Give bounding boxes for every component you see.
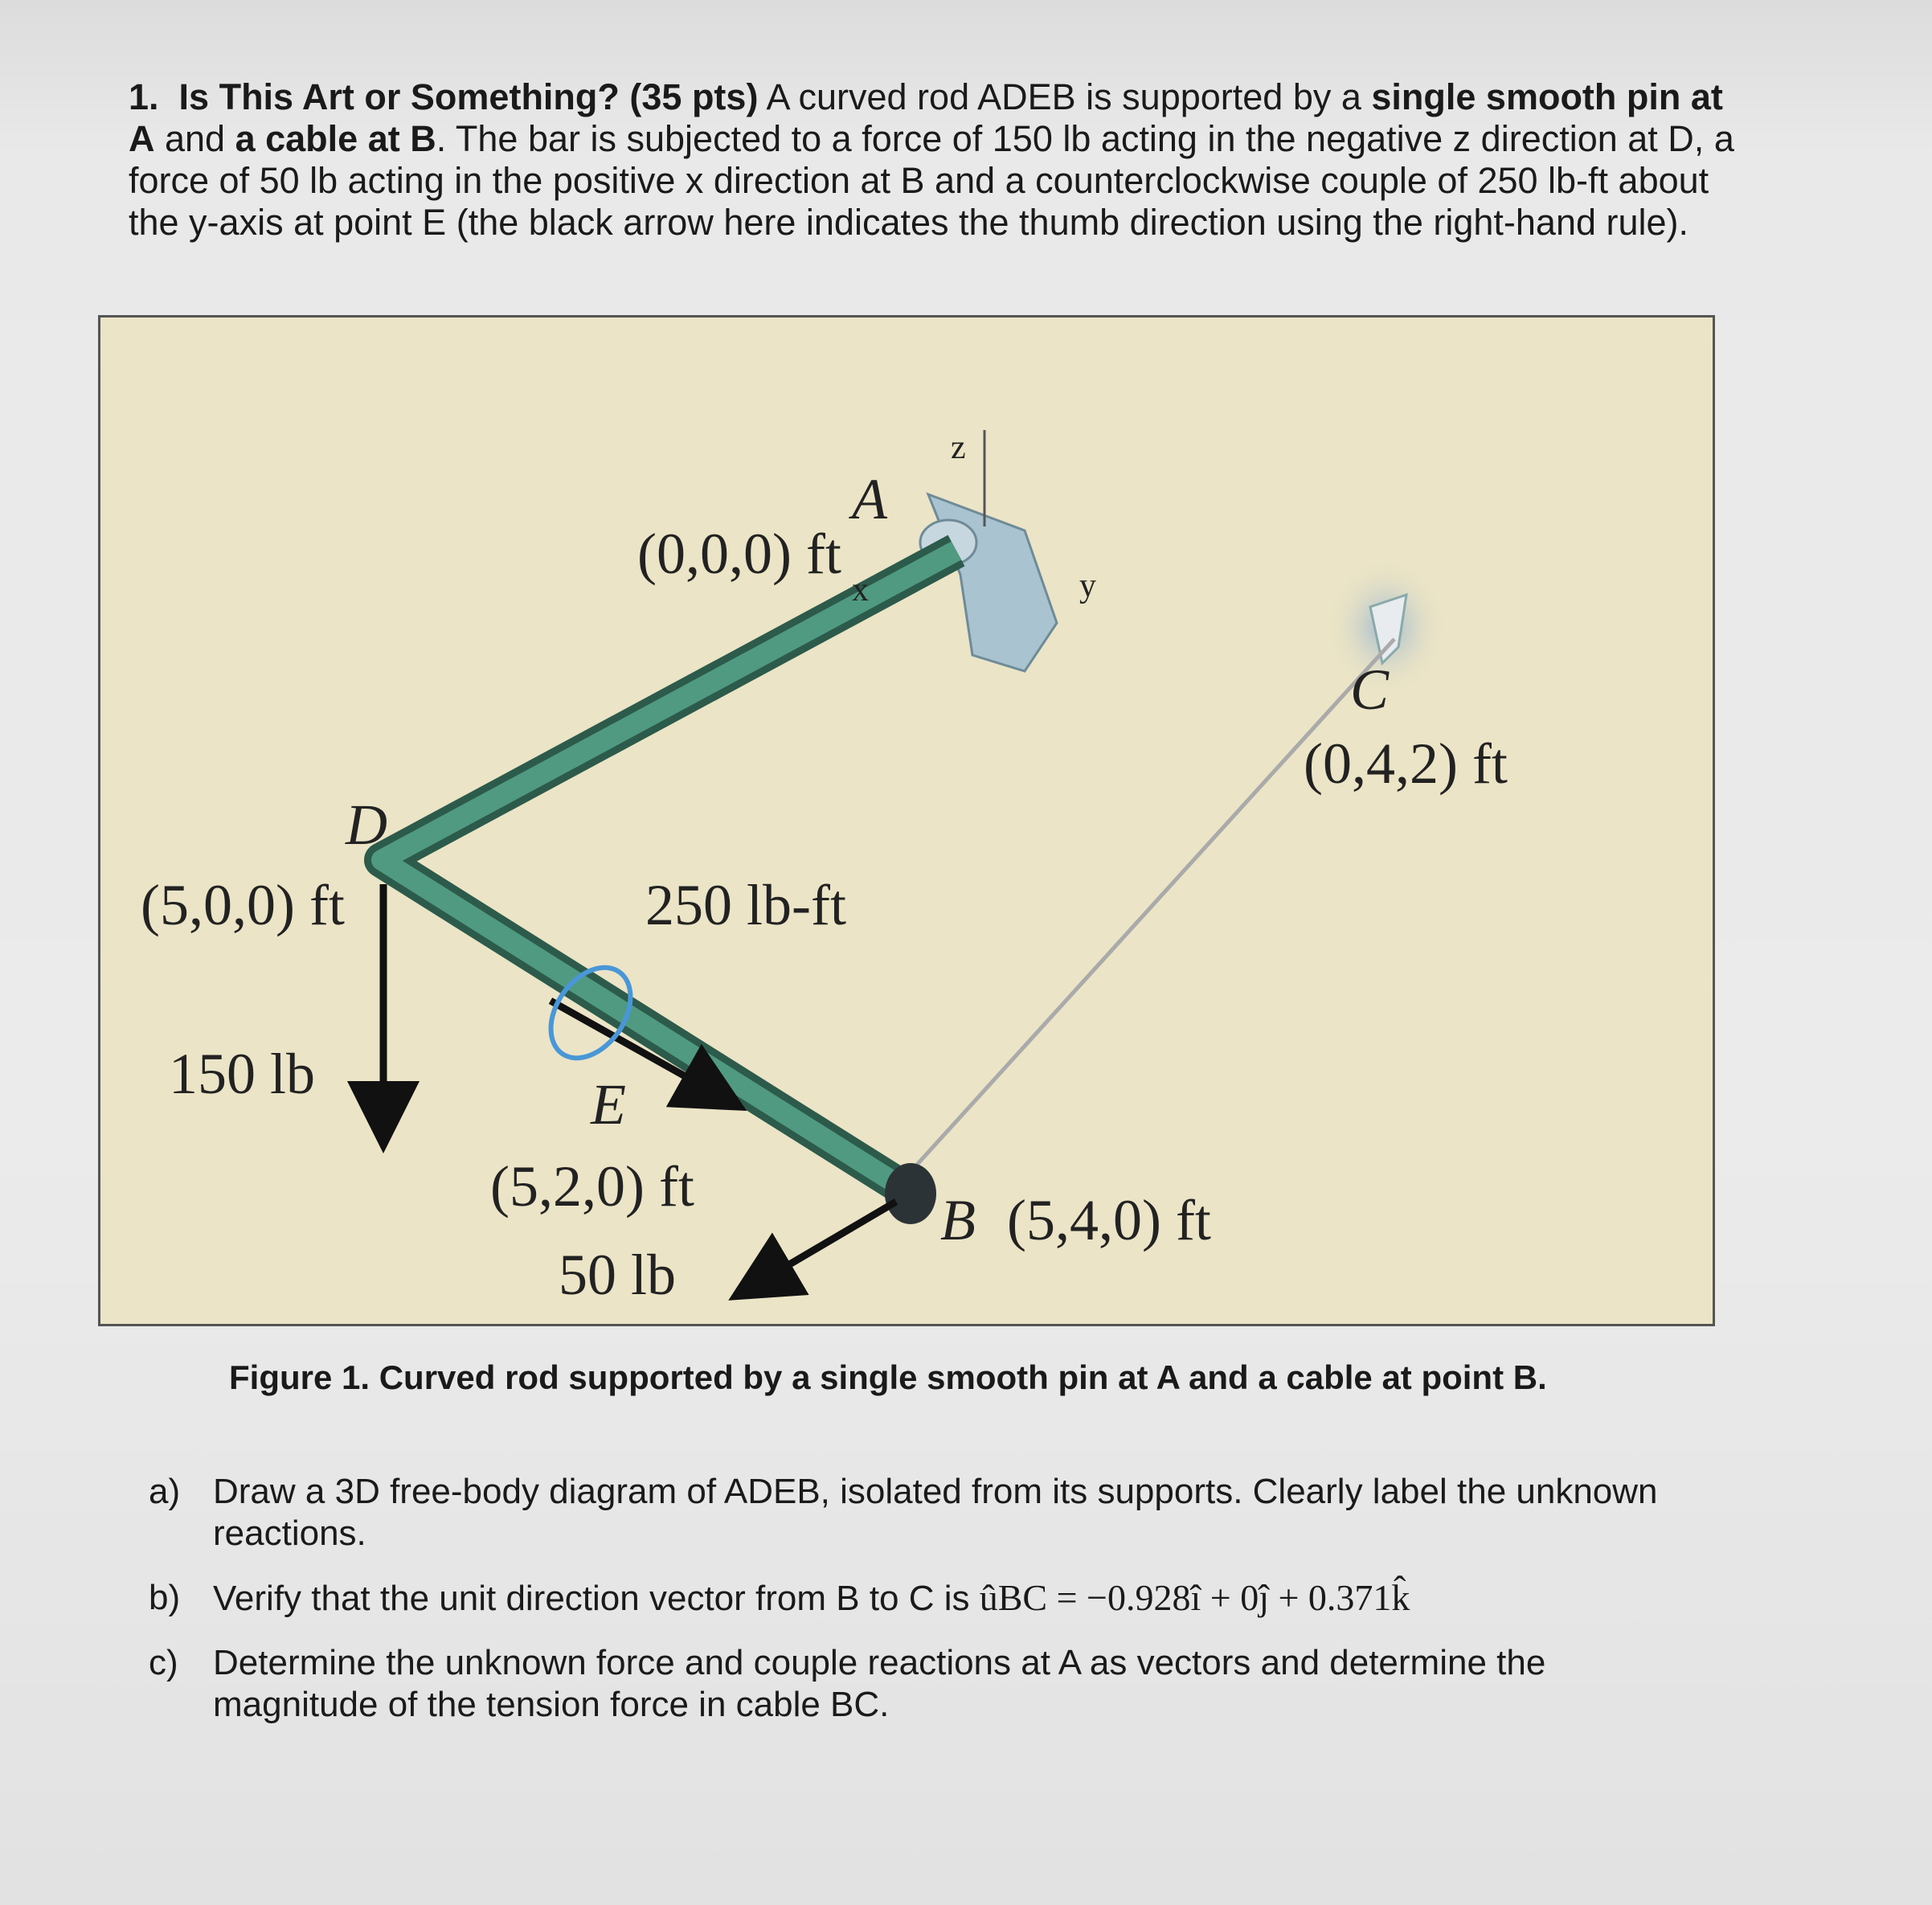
label-axis-y: y [1079,567,1096,604]
part-a [149,1471,1676,1555]
part-b-text: Verify that the unit direction vector from B to C is [213,1579,980,1618]
label-point-d: D [346,793,387,857]
part-b-math: ûBC = −0.928î + 0ĵ + 0.371k̂ [979,1577,1410,1618]
label-couple: 250 lb-ft [645,873,846,937]
label-point-e: E [591,1072,626,1137]
cable-bc [916,639,1394,1166]
problem-title: Is This Art or Something? (35 pts) [178,76,759,117]
label-axis-x: x [852,572,869,608]
part-b [149,1577,1676,1620]
label-axis-z: z [951,429,966,466]
question-parts [149,1471,1676,1748]
label-point-a: A [852,467,887,531]
part-c [149,1642,1676,1726]
label-coord-a: (0,0,0) ft [637,522,841,586]
part-c-text: Determine the unknown force and couple reactions at A as vectors and determine the magnitude of the tension force in cable BC. [213,1643,1546,1724]
force-b-arrow [759,1202,896,1282]
problem-text-3: . The bar is subjected to a force of 150 lb acting in the negative z direction at D, a force of 50 lb acting in the positive x direction at B and a counterclockwise couple of 250 lb-ft about the y-axis at point E (the black arrow here indicates the thumb direction using the right-hand rule). [129,118,1734,243]
label-coord-b: (5,4,0) ft [1007,1188,1211,1252]
label-force-b: 50 lb [559,1243,677,1307]
part-a-text: Draw a 3D free-body diagram of ADEB, isolated from its supports. Clearly label the unknown reactions. [213,1472,1658,1553]
label-coord-c: (0,4,2) ft [1304,731,1508,796]
label-force-d: 150 lb [169,1042,316,1106]
part-a-tag: a) [149,1472,181,1511]
problem-number: 1. [129,76,159,117]
part-b-tag: b) [149,1578,181,1617]
problem-bold-2: a cable at B [235,118,436,159]
figure-caption: Figure 1. Curved rod supported by a single smooth pin at A and a cable at point B. [229,1358,1547,1396]
label-coord-d: (5,0,0) ft [141,873,345,937]
problem-text-1: A curved rod ADEB is supported by a [758,76,1372,117]
rod-diagram [100,318,1713,1324]
label-point-c: C [1350,658,1390,722]
label-coord-e: (5,2,0) ft [490,1154,694,1219]
problem-statement [129,76,1736,244]
figure-1 [98,315,1715,1326]
rod-end-b [885,1163,936,1224]
label-point-b: B [940,1188,976,1252]
problem-text-2: and [154,118,235,159]
problem-bold-1: single smooth pin at A [129,76,1723,159]
part-c-tag: c) [149,1643,178,1682]
